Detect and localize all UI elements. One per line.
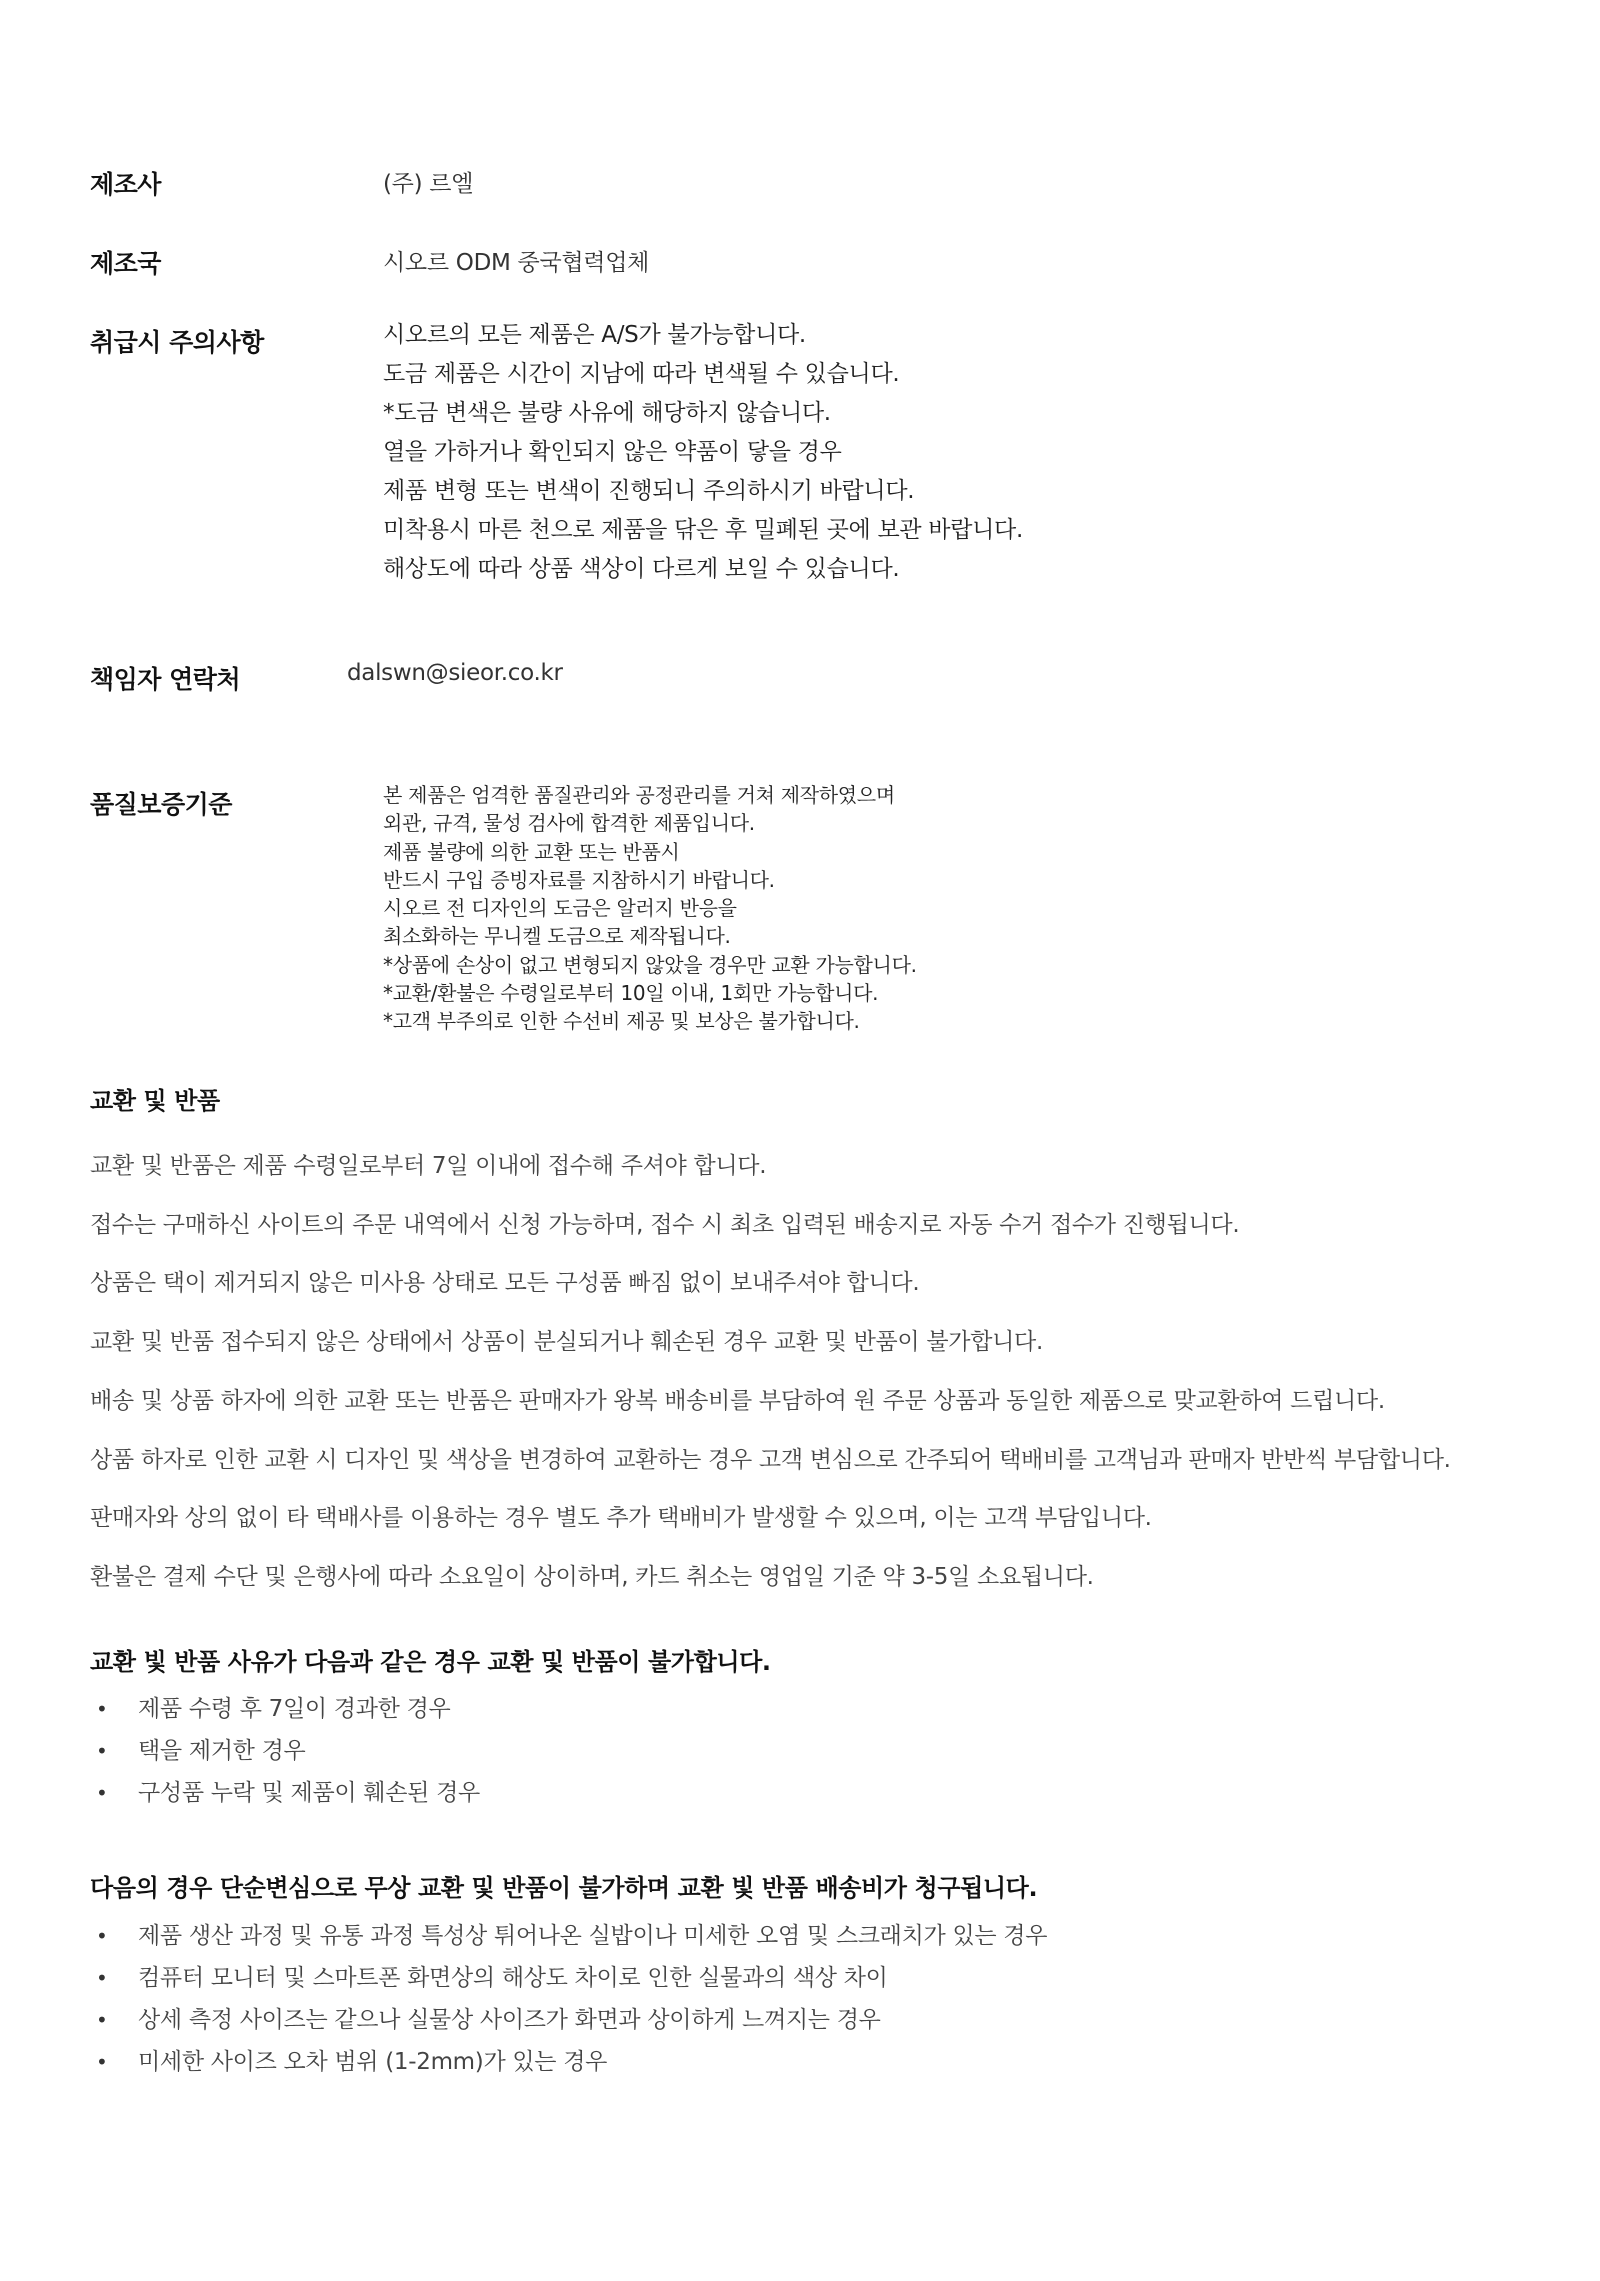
bullet-icon: • — [96, 1739, 108, 1763]
exchange-paragraph: 상품 하자로 인한 교환 시 디자인 및 색상을 변경하여 교환하는 경우 고객 변심으로 간주되어 택배비를 고객님과 판매자 반반씩 부담합니다. — [90, 1447, 1451, 1473]
list-item — [90, 1772, 480, 1814]
not-allowed-title: 교환 빛 반품 사유가 다음과 같은 경우 교환 및 반품이 불가합니다. — [90, 1648, 771, 1676]
caution-line: 제품 변형 또는 변색이 진행되니 주의하시기 바랍니다. — [383, 478, 915, 504]
simple-change-list — [90, 1915, 1047, 2083]
caution-line: 시오르의 모든 제품은 A/S가 불가능합니다. — [383, 322, 806, 348]
bullet-icon: • — [96, 1966, 108, 1990]
contact-label: 책임자 연락처 — [90, 665, 241, 694]
bullet-icon: • — [96, 2008, 108, 2032]
exchange-paragraph: 판매자와 상의 없이 타 택배사를 이용하는 경우 별도 추가 택배비가 발생할 수 있으며, 이는 고객 부담입니다. — [90, 1505, 1152, 1531]
bullet-icon: • — [96, 1781, 108, 1805]
exchange-title: 교환 및 반품 — [90, 1087, 220, 1115]
quality-line: *상품에 손상이 없고 변형되지 않았을 경우만 교환 가능합니다. — [383, 952, 917, 977]
caution-text — [383, 316, 1023, 589]
contact-value: dalswn@sieor.co.kr — [347, 660, 563, 686]
quality-line: 제품 불량에 의한 교환 또는 반품시 — [383, 839, 680, 864]
caution-label: 취급시 주의사항 — [90, 328, 264, 357]
quality-line: 외관, 규격, 물성 검사에 합격한 제품입니다. — [383, 811, 755, 836]
caution-line: 열을 가하거나 확인되지 않은 약품이 닿을 경우 — [383, 439, 842, 465]
exchange-paragraph: 상품은 택이 제거되지 않은 미사용 상태로 모든 구성품 빠짐 없이 보내주셔야 합니다. — [90, 1270, 920, 1296]
quality-line: *교환/환불은 수령일로부터 10일 이내, 1회만 가능합니다. — [383, 981, 879, 1006]
list-item — [90, 1999, 1047, 2041]
bullet-icon: • — [96, 1697, 108, 1721]
quality-line: 반드시 구입 증빙자료를 지참하시기 바랍니다. — [383, 867, 775, 892]
caution-line: 미착용시 마른 천으로 제품을 닦은 후 밀폐된 곳에 보관 바랍니다. — [383, 517, 1023, 543]
quality-line: *고객 부주의로 인한 수선비 제공 및 보상은 불가합니다. — [383, 1009, 860, 1034]
list-item-text: 제품 수령 후 7일이 경과한 경우 — [138, 1696, 451, 1722]
quality-label: 품질보증기준 — [90, 790, 232, 819]
list-item-text: 컴퓨터 모니터 및 스마트폰 화면상의 해상도 차이로 인한 실물과의 색상 차이 — [138, 1965, 888, 1991]
caution-line: 해상도에 따라 상품 색상이 다르게 보일 수 있습니다. — [383, 556, 900, 582]
list-item-text: 미세한 사이즈 오차 범위 (1-2mm)가 있는 경우 — [138, 2049, 608, 2075]
quality-line: 본 제품은 엄격한 품질관리와 공정관리를 거쳐 제작하였으며 — [383, 783, 895, 807]
exchange-paragraph: 교환 및 반품은 제품 수령일로부터 7일 이내에 접수해 주셔야 합니다. — [90, 1153, 767, 1179]
exchange-paragraph: 접수는 구매하신 사이트의 주문 내역에서 신청 가능하며, 접수 시 최초 입력된 배송지로 자동 수거 접수가 진행됩니다. — [90, 1212, 1240, 1238]
list-item — [90, 1688, 480, 1730]
list-item — [90, 1915, 1047, 1957]
list-item — [90, 1730, 480, 1772]
exchange-paragraph: 환불은 결제 수단 및 은행사에 따라 소요일이 상이하며, 카드 취소는 영업일 기준 약 3-5일 소요됩니다. — [90, 1564, 1094, 1590]
country-value: 시오르 ODM 중국협력업체 — [383, 250, 650, 276]
quality-line: 최소화하는 무니켈 도금으로 제작됩니다. — [383, 924, 731, 949]
quality-text — [383, 781, 917, 1036]
manufacturer-value: (주) 르엘 — [383, 171, 474, 197]
list-item — [90, 1957, 1047, 1999]
bullet-icon: • — [96, 1924, 108, 1948]
exchange-paragraph: 교환 및 반품 접수되지 않은 상태에서 상품이 분실되거나 훼손된 경우 교환 및 반품이 불가합니다. — [90, 1329, 1043, 1355]
exchange-paragraph: 배송 및 상품 하자에 의한 교환 또는 반품은 판매자가 왕복 배송비를 부담하여 원 주문 상품과 동일한 제품으로 맞교환하여 드립니다. — [90, 1388, 1385, 1414]
list-item-text: 구성품 누락 및 제품이 훼손된 경우 — [138, 1780, 480, 1806]
caution-line: 도금 제품은 시간이 지남에 따라 변색될 수 있습니다. — [383, 361, 900, 387]
list-item-text: 상세 측정 사이즈는 같으나 실물상 사이즈가 화면과 상이하게 느껴지는 경우 — [138, 2007, 881, 2033]
list-item — [90, 2041, 1047, 2083]
not-allowed-list — [90, 1688, 480, 1814]
simple-change-title: 다음의 경우 단순변심으로 무상 교환 및 반품이 불가하며 교환 빛 반품 배송비가 청구됩니다. — [90, 1874, 1038, 1902]
manufacturer-label: 제조사 — [90, 170, 161, 199]
country-label: 제조국 — [90, 249, 161, 278]
caution-line: *도금 변색은 불량 사유에 해당하지 않습니다. — [383, 400, 831, 426]
list-item-text: 제품 생산 과정 및 유통 과정 특성상 튀어나온 실밥이나 미세한 오염 및 스크래치가 있는 경우 — [138, 1923, 1048, 1949]
bullet-icon: • — [96, 2050, 108, 2074]
list-item-text: 택을 제거한 경우 — [138, 1738, 306, 1764]
quality-line: 시오르 전 디자인의 도금은 알러지 반응을 — [383, 896, 737, 921]
